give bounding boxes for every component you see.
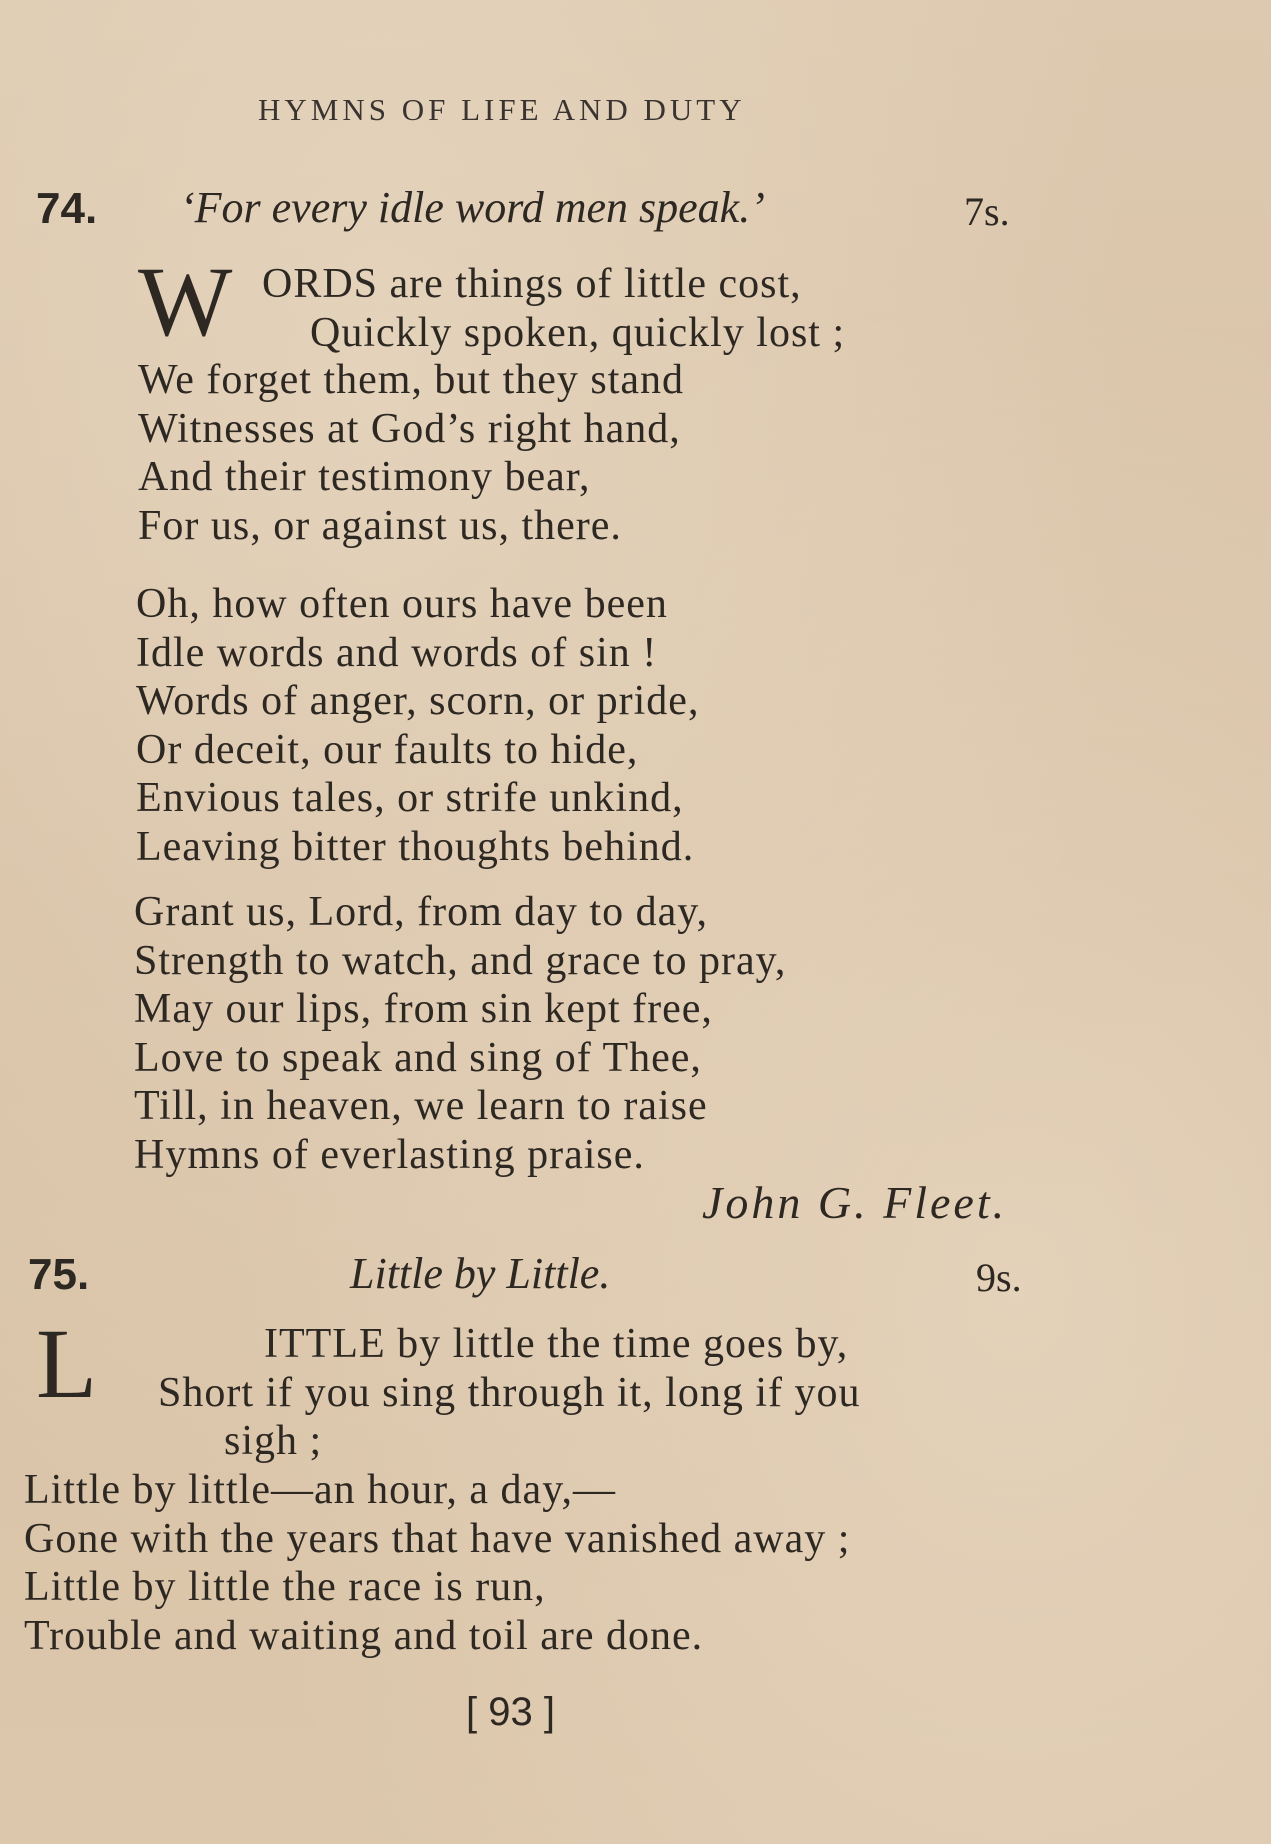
hymn-74-stanza-2 (136, 580, 699, 871)
verse-line: Envious tales, or strife unkind, (136, 775, 684, 821)
hymn-74-opening (262, 260, 845, 357)
verse-line: Short if you sing through it, long if you (158, 1369, 861, 1416)
verse-line: Little by little—an hour, a day,— (24, 1467, 616, 1513)
page-number: [ 93 ] (466, 1690, 555, 1734)
hymn-meter: 7s. (964, 189, 1010, 234)
verse-line: ORDS are things of little cost, (262, 261, 802, 307)
hymn-title: Little by Little. (350, 1249, 611, 1298)
verse-line: May our lips, from sin kept free, (134, 986, 713, 1032)
verse-line: And their testimony bear, (138, 454, 591, 500)
verse-line: sigh ; (224, 1418, 323, 1464)
verse-line: Witnesses at God’s right hand, (138, 405, 681, 452)
running-head: HYMNS OF LIFE AND DUTY (258, 92, 746, 127)
hymn-number: 74. (36, 184, 98, 233)
hymn-number: 75. (28, 1250, 90, 1299)
verse-line: Quickly spoken, quickly lost ; (310, 309, 846, 356)
drop-cap: W (138, 246, 233, 357)
verse-line: Gone with the years that have vanished away ; (24, 1515, 851, 1562)
hymn-74-stanza-1 (138, 356, 684, 550)
drop-cap: L (36, 1308, 98, 1419)
verse-line: Till, in heaven, we learn to raise (134, 1083, 708, 1129)
verse-line: We forget them, but they stand (138, 357, 685, 403)
verse-line: Love to speak and sing of Thee, (134, 1034, 702, 1081)
verse-line: Leaving bitter thoughts behind. (136, 823, 695, 870)
hymn-title: ‘For every idle word men speak.’ (180, 183, 765, 232)
hymn-75-opening (158, 1320, 861, 1466)
verse-line: ITTLE by little the time goes by, (264, 1321, 849, 1367)
verse-line: Strength to watch, and grace to pray, (134, 937, 787, 984)
hymn-74-stanza-3 (134, 888, 786, 1179)
hymn-74-header (0, 180, 1271, 234)
verse-line: Hymns of everlasting praise. (134, 1131, 645, 1178)
verse-line: Grant us, Lord, from day to day, (134, 889, 708, 935)
verse-line: Trouble and waiting and toil are done. (24, 1612, 704, 1659)
hymn-75-header (0, 1244, 1271, 1300)
hymn-75-stanza-1 (24, 1466, 850, 1660)
hymn-author: John G. Fleet. (702, 1177, 1008, 1228)
hymn-meter: 9s. (976, 1255, 1022, 1300)
verse-line: Oh, how often ours have been (136, 581, 668, 627)
verse-line: Words of anger, scorn, or pride, (136, 678, 700, 724)
verse-line: For us, or against us, there. (138, 502, 622, 549)
verse-line: Little by little the race is run, (24, 1564, 546, 1610)
verse-line: Idle words and words of sin ! (136, 629, 658, 676)
verse-line: Or deceit, our faults to hide, (136, 726, 639, 773)
